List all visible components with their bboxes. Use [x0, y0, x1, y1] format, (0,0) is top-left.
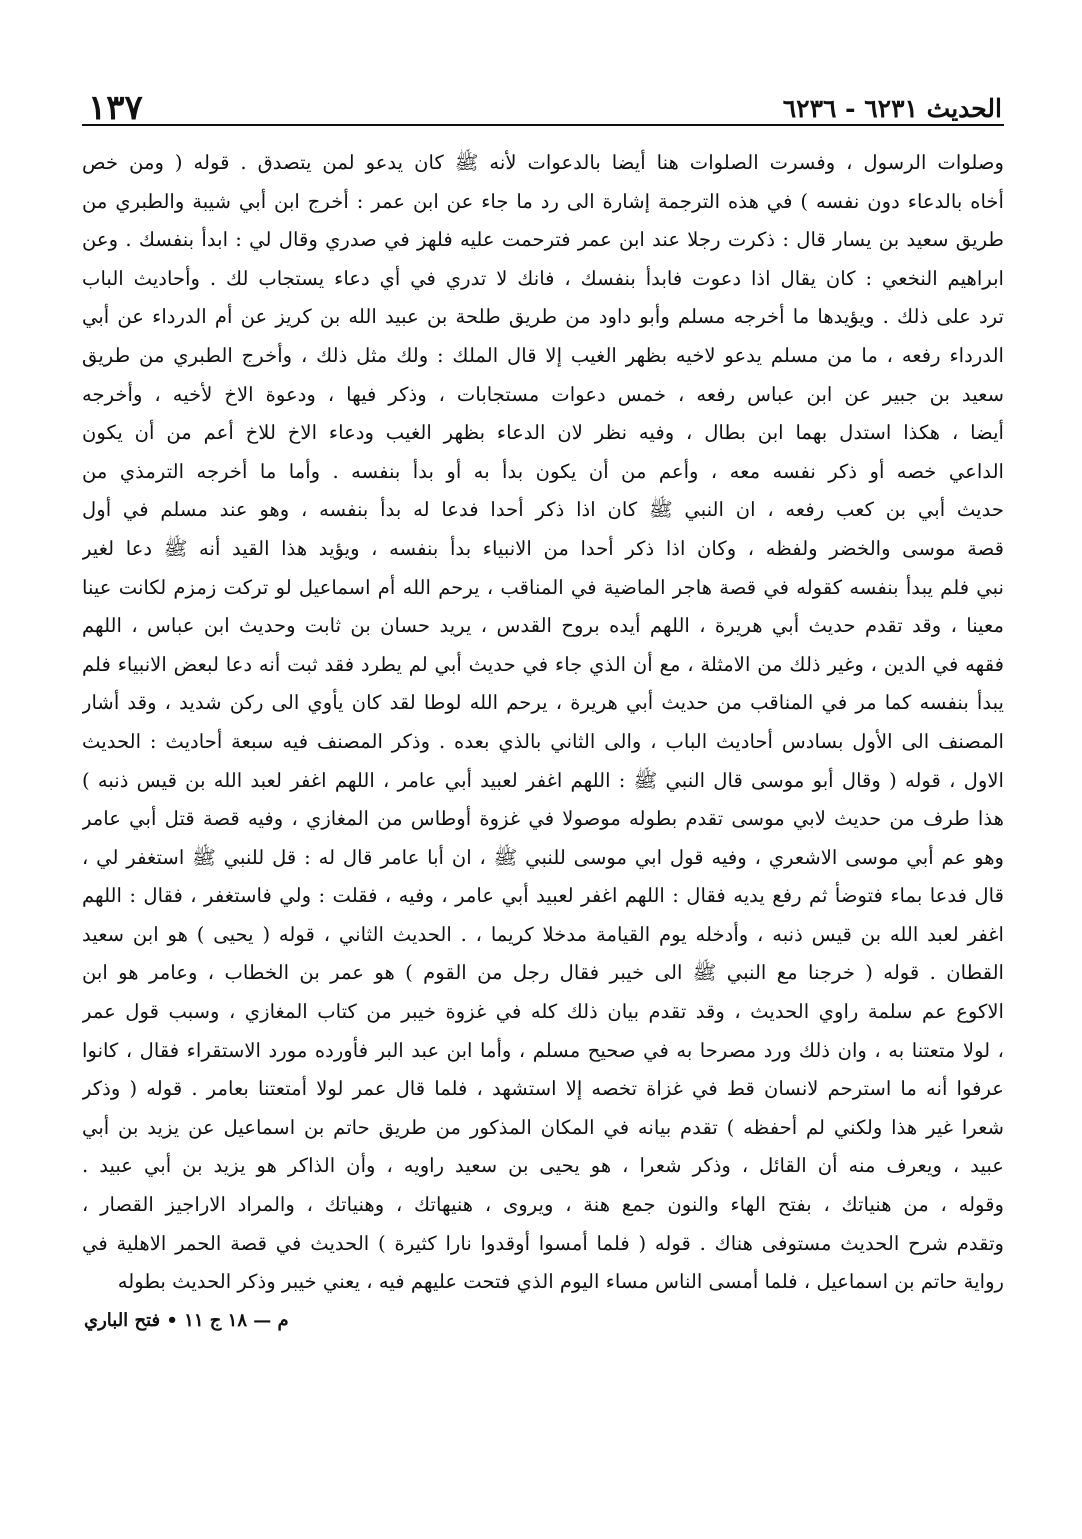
text-line: سعيد بن جبير عن ابن عباس رفعه ، خمس دعوات مستجابات ، وذكر فيها ، ودعوة الاخ لأخيه ، وأخرجه [82, 382, 1004, 406]
header-rule [82, 124, 1004, 126]
running-title: الحديث ٦٢٣١ - ٦٢٣٦ [782, 94, 1002, 123]
page-number: ١٣٧ [88, 88, 143, 128]
page-footer [82, 1310, 1004, 1331]
text-line: ابراهيم النخعي : كان يقال اذا دعوت فابدأ بنفسك ، فانك لا تدري في أي دعاء يستجاب لك . وأحاديث الباب [82, 266, 1004, 290]
page-header [82, 78, 1004, 128]
text-line: فقهه في الدين ، وغير ذلك من الامثلة ، مع أن الذي جاء في حديث أبي لم يطرد فقد ثبت أنه دعا لبعض الانبياء فلم [82, 652, 1004, 676]
text-line: نبي فلم يبدأ بنفسه كقوله في قصة هاجر الماضية في المناقب ، يرحم الله أم اسماعيل لو تركت زمزم لكانت عينا [82, 575, 1004, 599]
text-line: أيضا ، هكذا استدل بهما ابن بطال ، وفيه نظر لان الدعاء بظهر الغيب ودعاء الاخ للاخ أعم من أن يكون [82, 421, 1004, 445]
text-line: قال فدعا بماء فتوضأ ثم رفع يديه فقال : اللهم اغفر لعبيد أبي عامر ، وفيه ، فقلت : ولي فاستغفر ، فقال : اللهم [82, 884, 1004, 908]
text-line: الداعي خصه أو ذكر نفسه معه ، وأعم من أن يكون بدأ به أو بدأ بنفسه . وأما ما أخرجه الترمذي من [82, 459, 1004, 483]
text-line: رواية حاتم بن اسماعيل ، فلما أمسى الناس مساء اليوم الذي فتحت عليهم فيه ، يعني خيبر وذكر الحديث بطوله [117, 1270, 1004, 1294]
text-line: وصلوات الرسول ، وفسرت الصلوات هنا أيضا بالدعوات لأنه ﷺ كان يدعو لمن يتصدق . قوله ( ومن خص [82, 151, 1004, 174]
text-line: الدرداء رفعه ، ما من مسلم يدعو لاخيه بظهر الغيب إلا قال الملك : ولك مثل ذلك ، وأخرج الطبري من طريق [82, 343, 1004, 367]
text-line: شعرا غير هذا ولكني لم أحفظه ) تقدم بيانه في المكان المذكور من طريق حاتم بن اسماعيل عن يزيد بن أبي [82, 1115, 1004, 1139]
text-line: الاكوع عم سلمة راوي الحديث ، وقد تقدم بيان ذلك كله في غزوة خيبر من كتاب المغازي ، وسبب قول عمر [82, 1000, 1004, 1024]
text-line: المصنف الى الأول بسادس أحاديث الباب ، والى الثاني بالذي بعده . وذكر المصنف فيه سبعة أحاديث : الحديث [82, 729, 1004, 753]
text-line: معينا ، وقد تقدم حديث أبي هريرة ، اللهم أيده بروح القدس ، يريد حسان بن ثابت وحديث ابن عباس ، اللهم [82, 614, 1004, 638]
text-line: الاول ، قوله ( وقال أبو موسى قال النبي ﷺ : اللهم اغفر لعبيد أبي عامر ، اللهم اغفر لعبد الله بن قيس ذنبه ) [82, 768, 1004, 792]
text-line: عبيد ، ويعرف منه أن القائل ، وذكر شعرا ، هو يحيى بن سعيد راويه ، وأن الذاكر هو يزيد بن أبي عبيد . [82, 1154, 1004, 1178]
text-line: يبدأ بنفسه كما مر في المناقب من حديث أبي هريرة ، يرحم الله لوطا لقد كان يأوي الى ركن شديد ، وقد أشار [82, 691, 1004, 715]
text-line: اغفر لعبد الله بن قيس ذنبه ، وأدخله يوم القيامة مدخلا كريما ، . الحديث الثاني ، قوله ( يحيى ) هو ابن سعيد [82, 922, 1004, 946]
text-line: قصة موسى والخضر ولفظه ، وكان اذا ذكر أحدا من الانبياء بدأ بنفسه ، ويؤيد هذا القيد أنه ﷺ دعا لغير [82, 536, 1004, 560]
text-line: هذا طرف من حديث لابي موسى تقدم بطوله موصولا في غزوة أوطاس من المغازي ، وفيه قصة قتل أبي عامر [82, 807, 1004, 831]
text-line: أخاه بالدعاء دون نفسه ) في هذه الترجمة إشارة الى رد ما جاء عن ابن عمر : أخرج ابن أبي شيبة والطبري من [82, 189, 1004, 213]
text-line: ، لولا متعتنا به ، وان ذلك ورد مصرحا به في صحيح مسلم ، وأما ابن عبد البر فأورده مورد الاستقراء فقال ، كانوا [82, 1038, 1004, 1062]
text-line: عرفوا أنه ما استرحم لانسان قط في غزاة تخصه إلا استشهد ، فلما قال عمر لولا أمتعتنا بعامر . قوله ( وذكر [82, 1077, 1004, 1101]
text-line: القطان . قوله ( خرجنا مع النبي ﷺ الى خيبر فقال رجل من القوم ) هو عمر بن الخطاب ، وعامر هو ابن [82, 961, 1004, 985]
signature-mark: م — ١٨ ج ١١ • فتح الباري [84, 1309, 289, 1331]
text-line: طريق سعيد بن يسار قال : ذكرت رجلا عند ابن عمر فترحمت عليه فلهز في صدري وقال لي : ابدأ بنفسك . وعن [82, 228, 1004, 252]
body-text [82, 144, 1004, 1302]
text-line: وهو عم أبي موسى الاشعري ، وفيه قول ابي موسى للنبي ﷺ ، ان أبا عامر قال له : قل للنبي ﷺ استغفر لي ، [82, 845, 1004, 869]
text-line: ترد على ذلك . ويؤيدها ما أخرجه مسلم وأبو داود من طريق طلحة بن عبيد الله بن كريز عن أم الدرداء عن أبي [82, 305, 1004, 329]
text-line: حديث أبي بن كعب رفعه ، ان النبي ﷺ كان اذا ذكر أحدا فدعا له بدأ بنفسه ، وهو عند مسلم في أول [82, 498, 1004, 522]
text-line: وقوله ، من هنياتك ، بفتح الهاء والنون جمع هنة ، ويروى ، هنيهاتك ، وهنياتك ، والمراد الاراجيز القصار ، [82, 1193, 1004, 1217]
text-line: وتقدم شرح الحديث مستوفى هناك . قوله ( فلما أمسوا أوقدوا نارا كثيرة ) الحديث في قصة الحمر الاهلية في [82, 1231, 1004, 1255]
